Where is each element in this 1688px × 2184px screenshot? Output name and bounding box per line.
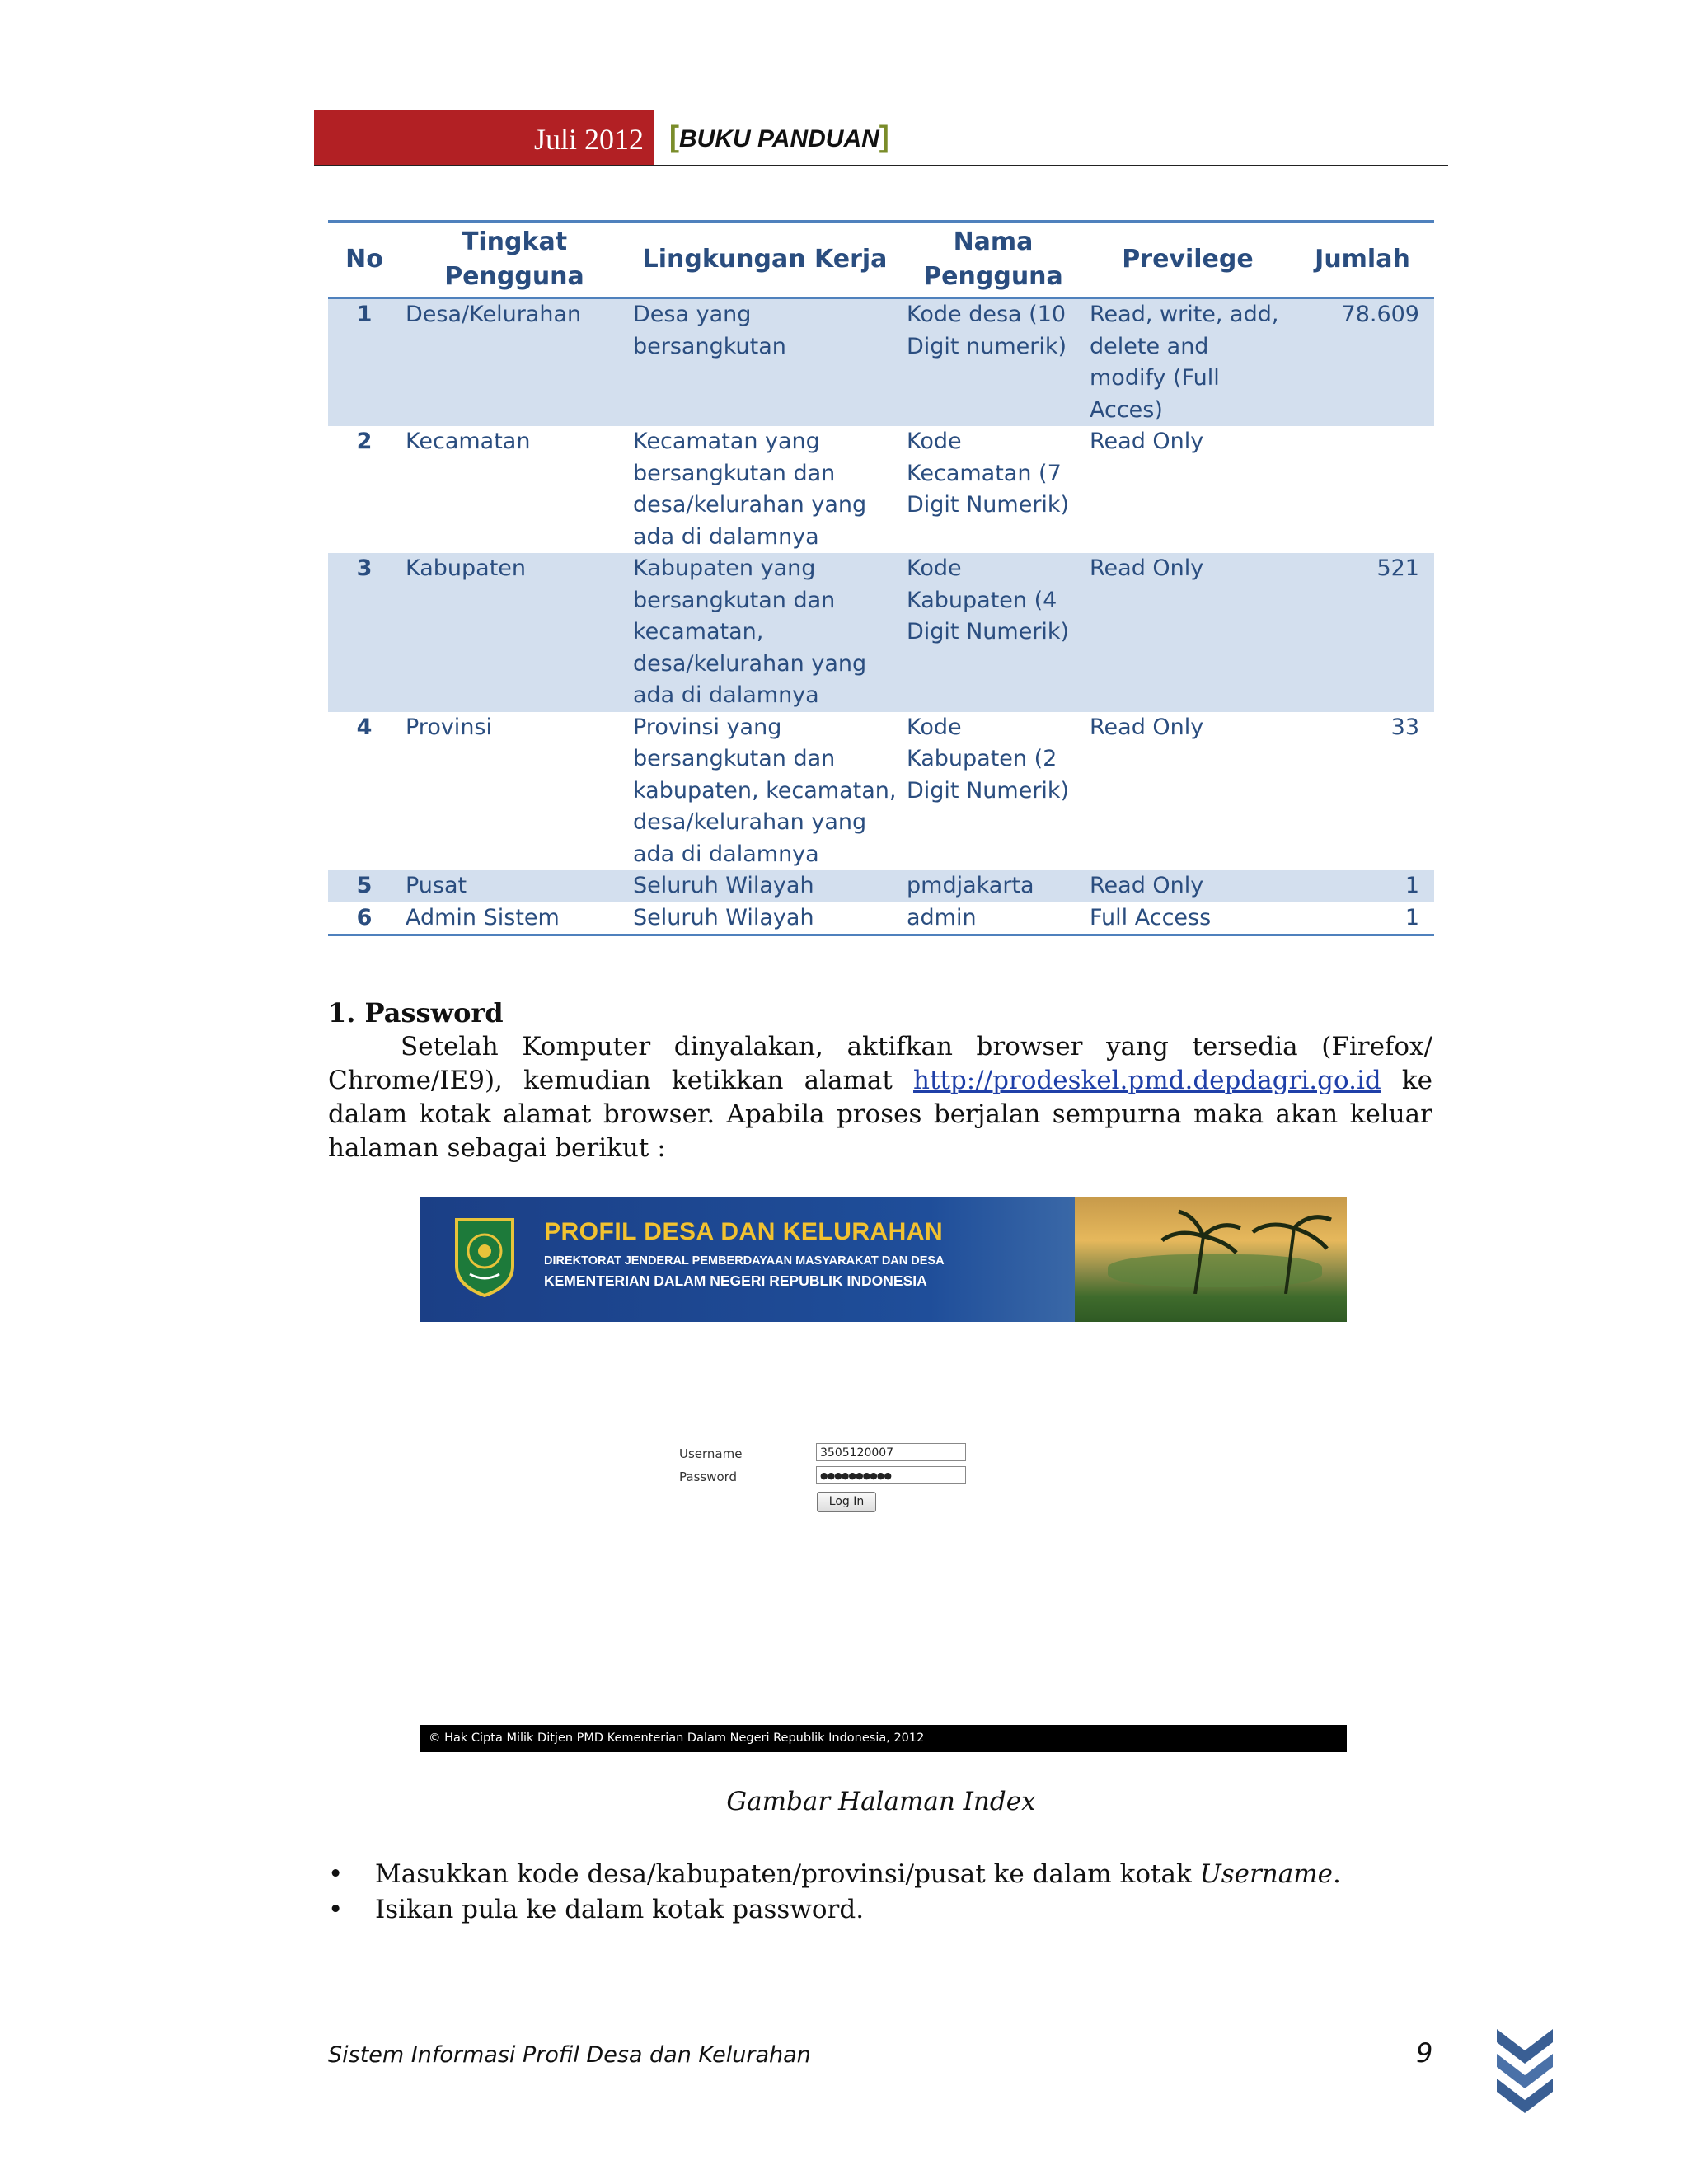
cell-jumlah [1291,426,1434,553]
login-button[interactable]: Log In [817,1492,876,1512]
col-header-no: No [345,245,383,274]
bullet-emphasis: Username [1199,1859,1333,1889]
username-label: Username [679,1446,743,1461]
section-paragraph [328,1030,1432,1165]
header-title [669,120,889,154]
cell-jumlah: 521 [1376,555,1419,581]
bullet-icon: • [328,1859,344,1889]
cell-tingkat: Desa/Kelurahan [406,302,582,327]
col-header-nama: Nama Pengguna [923,227,1063,291]
header-date: Juli 2012 [533,123,644,156]
table-header-row [328,222,1434,298]
cell-previlege: Full Access [1090,904,1212,930]
banner-subtitle-1: DIREKTORAT JENDERAL PEMBERDAYAAN MASYARAKAT DAN DESA [544,1254,945,1268]
banner-title: PROFIL DESA DAN KELURAHAN [544,1218,944,1245]
list-item [328,1857,1341,1892]
cell-jumlah: 1 [1404,873,1419,898]
cell-jumlah: 78.609 [1341,302,1419,327]
cell-previlege: Read Only [1090,873,1204,898]
col-header-lingkungan: Lingkungan Kerja [642,245,888,274]
table-row [328,553,1434,712]
table-row [328,870,1434,902]
cell-nama: Kode Kabupaten (4 Digit Numerik) [907,555,1070,644]
user-level-table [328,220,1434,936]
palm-trees-icon [1146,1203,1343,1294]
footer-title: Sistem Informasi Profil Desa dan Kelurahan [328,2042,811,2068]
cell-previlege: Read Only [1090,555,1204,581]
cell-previlege: Read Only [1090,714,1204,740]
figure-caption: Gambar Halaman Index [726,1787,1036,1816]
header-rule [314,165,1448,166]
cell-lingkungan: Seluruh Wilayah [633,904,814,930]
cell-jumlah: 1 [1404,904,1419,930]
cell-lingkungan: Desa yang bersangkutan [633,302,786,359]
cell-nama: admin [907,904,977,930]
username-input[interactable]: 3505120007 [816,1443,966,1461]
bullet-icon: • [328,1895,344,1924]
bullet-text-end: . [1332,1859,1341,1889]
bullet-text: Isikan pula ke dalam kotak password. [375,1895,865,1924]
cell-lingkungan: Kecamatan yang bersangkutan dan desa/kelurahan yang ada di dalamnya [633,429,867,550]
header-title-text: BUKU PANDUAN [679,125,879,152]
col-header-jumlah: Jumlah [1315,245,1410,274]
cell-lingkungan: Seluruh Wilayah [633,873,814,898]
chevron-down-icon [1493,2026,1556,2118]
col-header-tingkat: Tingkat Pengguna [444,227,584,291]
section-title: 1. Password [328,997,504,1029]
cell-no: 3 [356,555,373,581]
header-bracket-close: ] [879,120,889,153]
kemendagri-emblem-icon [453,1215,516,1297]
cell-lingkungan: Provinsi yang bersangkutan dan kabupaten, kecamatan, desa/kelurahan yang ada di dalamnya [633,714,897,867]
password-input[interactable]: ●●●●●●●●●● [816,1466,966,1484]
cell-no: 5 [356,873,373,898]
table-row [328,298,1434,427]
password-label: Password [679,1469,738,1484]
cell-nama: Kode Kabupaten (2 Digit Numerik) [907,714,1070,804]
bullet-text: Masukkan kode desa/kabupaten/provinsi/pusat ke dalam kotak [375,1859,1200,1889]
col-header-previlege: Previlege [1122,245,1254,274]
cell-previlege: Read, write, add, delete and modify (Full Acces) [1090,302,1279,423]
screenshot-banner [420,1197,1347,1322]
cell-no: 4 [356,714,373,740]
list-item [328,1892,1341,1928]
cell-nama: Kode Kecamatan (7 Digit Numerik) [907,429,1070,518]
table-row [328,712,1434,871]
header-bracket-open: [ [669,120,679,153]
cell-tingkat: Admin Sistem [406,904,560,930]
cell-tingkat: Pusat [406,873,467,898]
prodeskel-link[interactable]: http://prodeskel.pmd.depdagri.go.id [913,1066,1381,1095]
page-number: 9 [1416,2037,1433,2069]
cell-tingkat: Kabupaten [406,555,527,581]
table-row [328,426,1434,553]
cell-previlege: Read Only [1090,429,1204,454]
cell-nama: pmdjakarta [907,873,1034,898]
cell-no: 2 [356,429,373,454]
paragraph-text-end: ke dalam kotak alamat browser. Apabila proses berjalan sempurna maka akan keluar halaman sebagai berikut : [328,1066,1433,1163]
cell-jumlah: 33 [1390,714,1419,740]
table-row [328,902,1434,935]
screenshot-footer: © Hak Cipta Milik Ditjen PMD Kementerian Dalam Negeri Republik Indonesia, 2012 [420,1725,1347,1752]
instruction-list [328,1857,1341,1928]
cell-nama: Kode desa (10 Digit numerik) [907,302,1067,359]
cell-no: 6 [356,904,373,930]
cell-lingkungan: Kabupaten yang bersangkutan dan kecamatan, desa/kelurahan yang ada di dalamnya [633,555,867,708]
paragraph-text-start: Setelah Komputer dinyalakan, aktifkan browser yang tersedia (Firefox/ Chrome/IE9), kemudian ketikkan alamat [328,1032,1432,1095]
cell-tingkat: Kecamatan [406,429,531,454]
cell-tingkat: Provinsi [406,714,492,740]
cell-no: 1 [356,302,373,327]
banner-subtitle-2: KEMENTERIAN DALAM NEGERI REPUBLIK INDONESIA [544,1272,927,1289]
